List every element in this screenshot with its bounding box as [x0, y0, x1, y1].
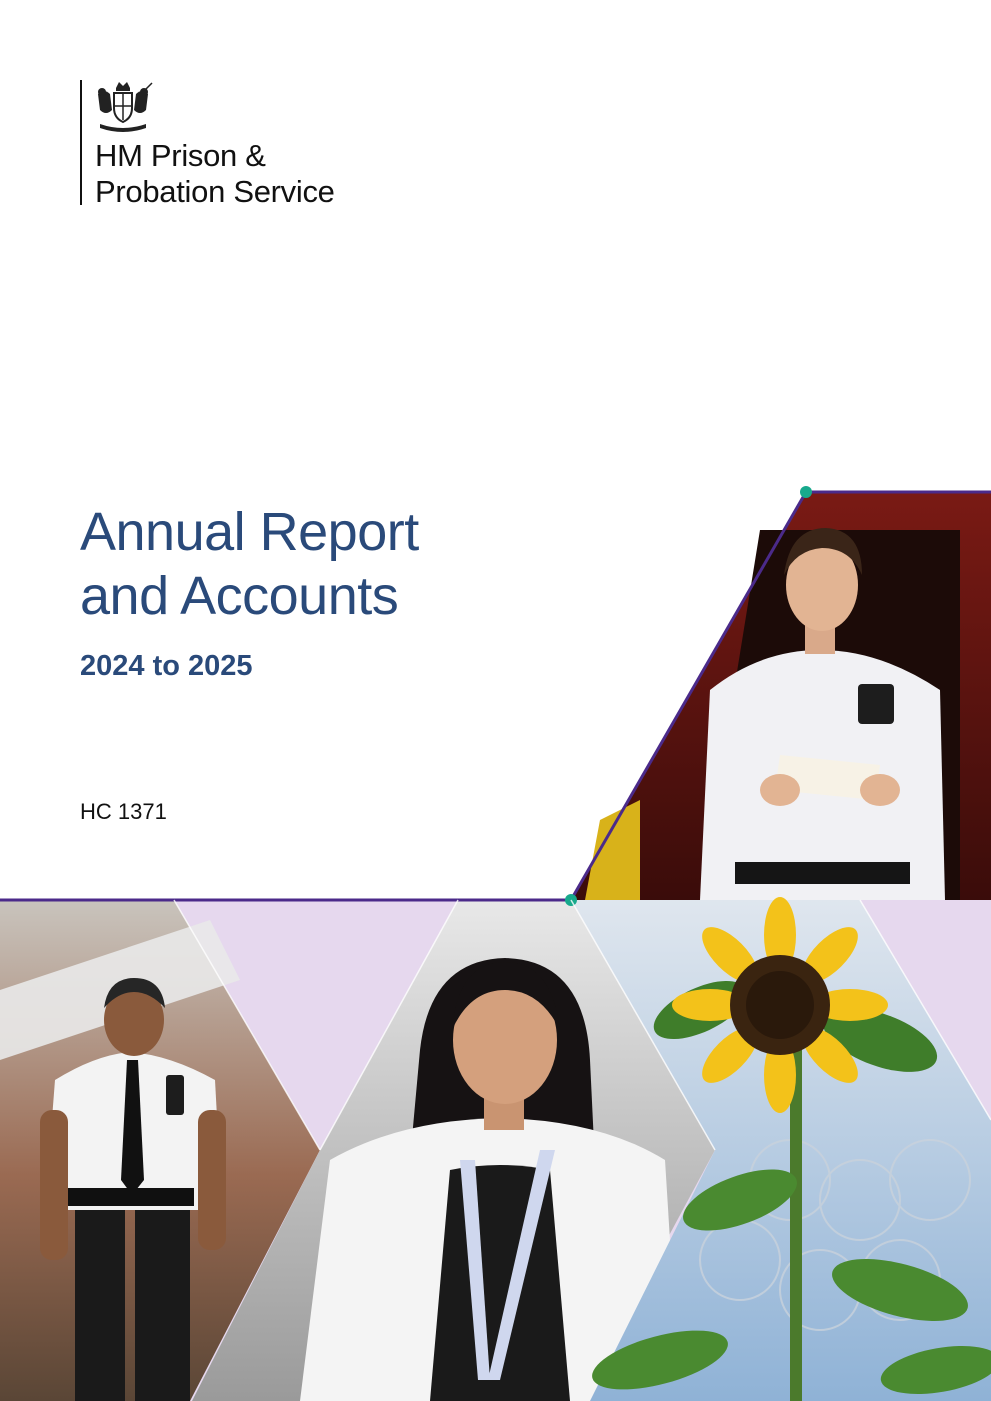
report-period: 2024 to 2025	[80, 650, 253, 682]
teal-dot-accent-upper	[800, 486, 812, 498]
organisation-name-line1: HM Prison &	[95, 138, 266, 173]
report-title-line2: and Accounts	[80, 566, 399, 626]
photo-prison-officer-woman	[571, 492, 991, 900]
house-of-commons-reference: HC 1371	[80, 799, 167, 824]
report-title-line1: Annual Report	[80, 502, 419, 562]
organisation-name-line2: Probation Service	[95, 174, 335, 209]
